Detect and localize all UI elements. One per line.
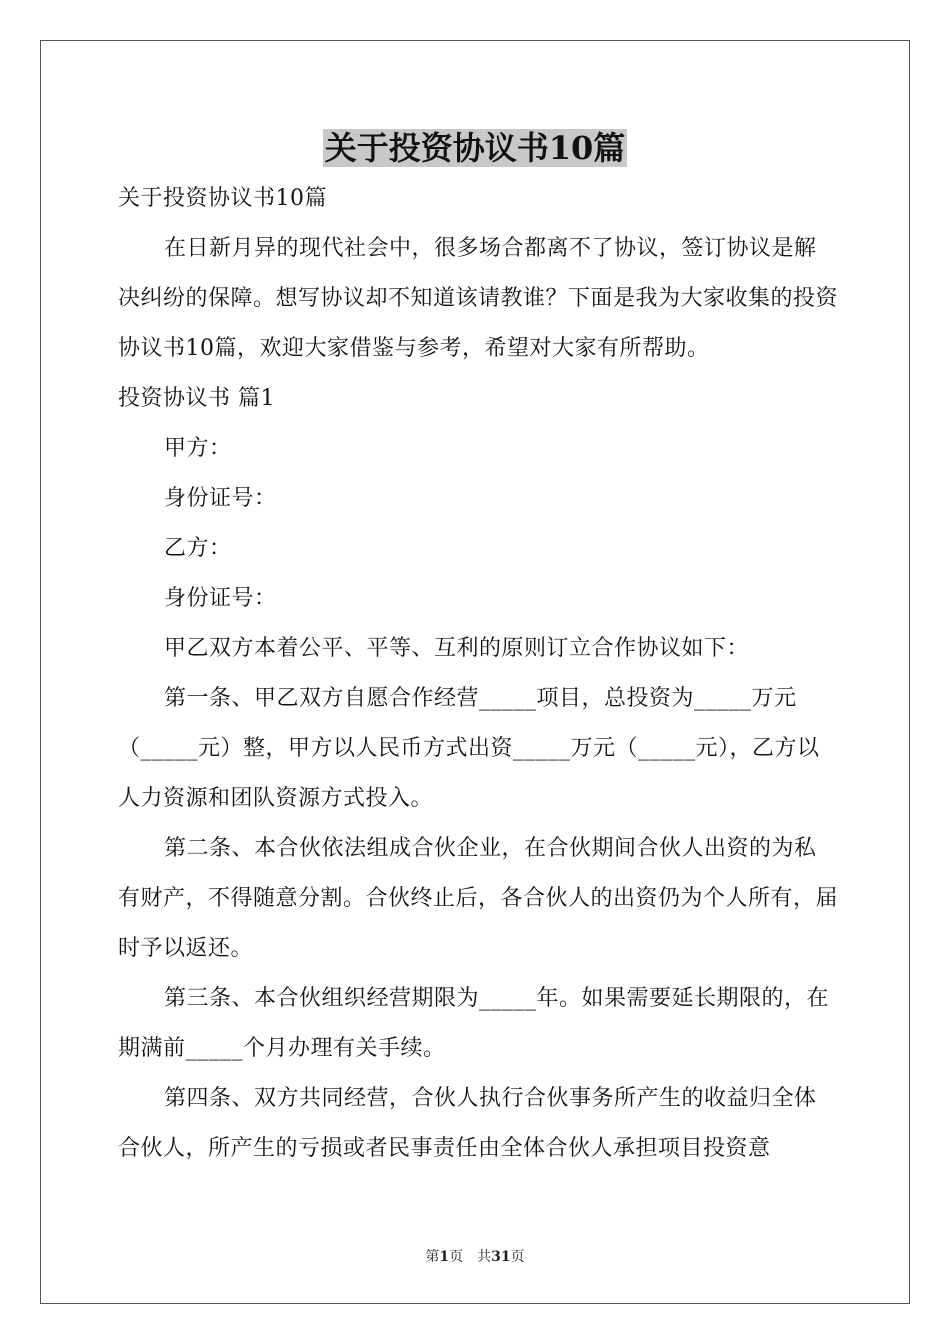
total-prefix: 共 [477, 1249, 492, 1265]
article-2: 第二条、本合伙依法组成合伙企业，在合伙期间合伙人出资的为私有财产，不得随意分割。合伙终止后，各合伙人的出资仍为个人所有，届时予以返还。 [118, 836, 839, 961]
party-b-id-label: 身份证号： [164, 586, 277, 611]
page-prefix: 第 [425, 1249, 440, 1265]
paragraph-subtitle: 关于投资协议书10篇 [118, 186, 327, 211]
party-b-label: 乙方： [164, 536, 232, 561]
paragraph-intro: 在日新月异的现代社会中，很多场合都离不了协议，签订协议是解决纠纷的保障。想写协议却不知道该请教谁？下面是我为大家收集的投资协议书10篇，欢迎大家借鉴与参考，希望对大家有所帮助。 [118, 236, 839, 361]
page-footer [0, 1247, 950, 1267]
party-a-label: 甲方： [164, 436, 232, 461]
article-4: 第四条、双方共同经营，合伙人执行合伙事务所产生的收益归全体合伙人，所产生的亏损或者民事责任由全体合伙人承担项目投资意 [118, 1086, 817, 1161]
document-title [0, 124, 950, 172]
total-pages: 31 [491, 1249, 511, 1265]
article-1: 第一条、甲乙双方自愿合作经营_____项目，总投资为_____万元（_____元）整，甲方以人民币方式出资_____万元（_____元），乙方以人力资源和团队资源方式投入。 [118, 686, 820, 811]
total-suffix: 页 [510, 1249, 525, 1265]
page-number: 1 [439, 1249, 450, 1265]
agreement-preamble: 甲乙双方本着公平、平等、互利的原则订立合作协议如下： [164, 636, 750, 661]
party-a-id-label: 身份证号： [164, 486, 277, 511]
section-heading: 投资协议书 篇1 [118, 386, 275, 411]
document-title-text: 关于投资协议书10篇 [324, 129, 626, 167]
page-suffix: 页 [449, 1249, 464, 1265]
document-body [118, 174, 838, 1174]
article-3: 第三条、本合伙组织经营期限为_____年。如果需要延长期限的，在期满前_____个月办理有关手续。 [118, 986, 830, 1061]
